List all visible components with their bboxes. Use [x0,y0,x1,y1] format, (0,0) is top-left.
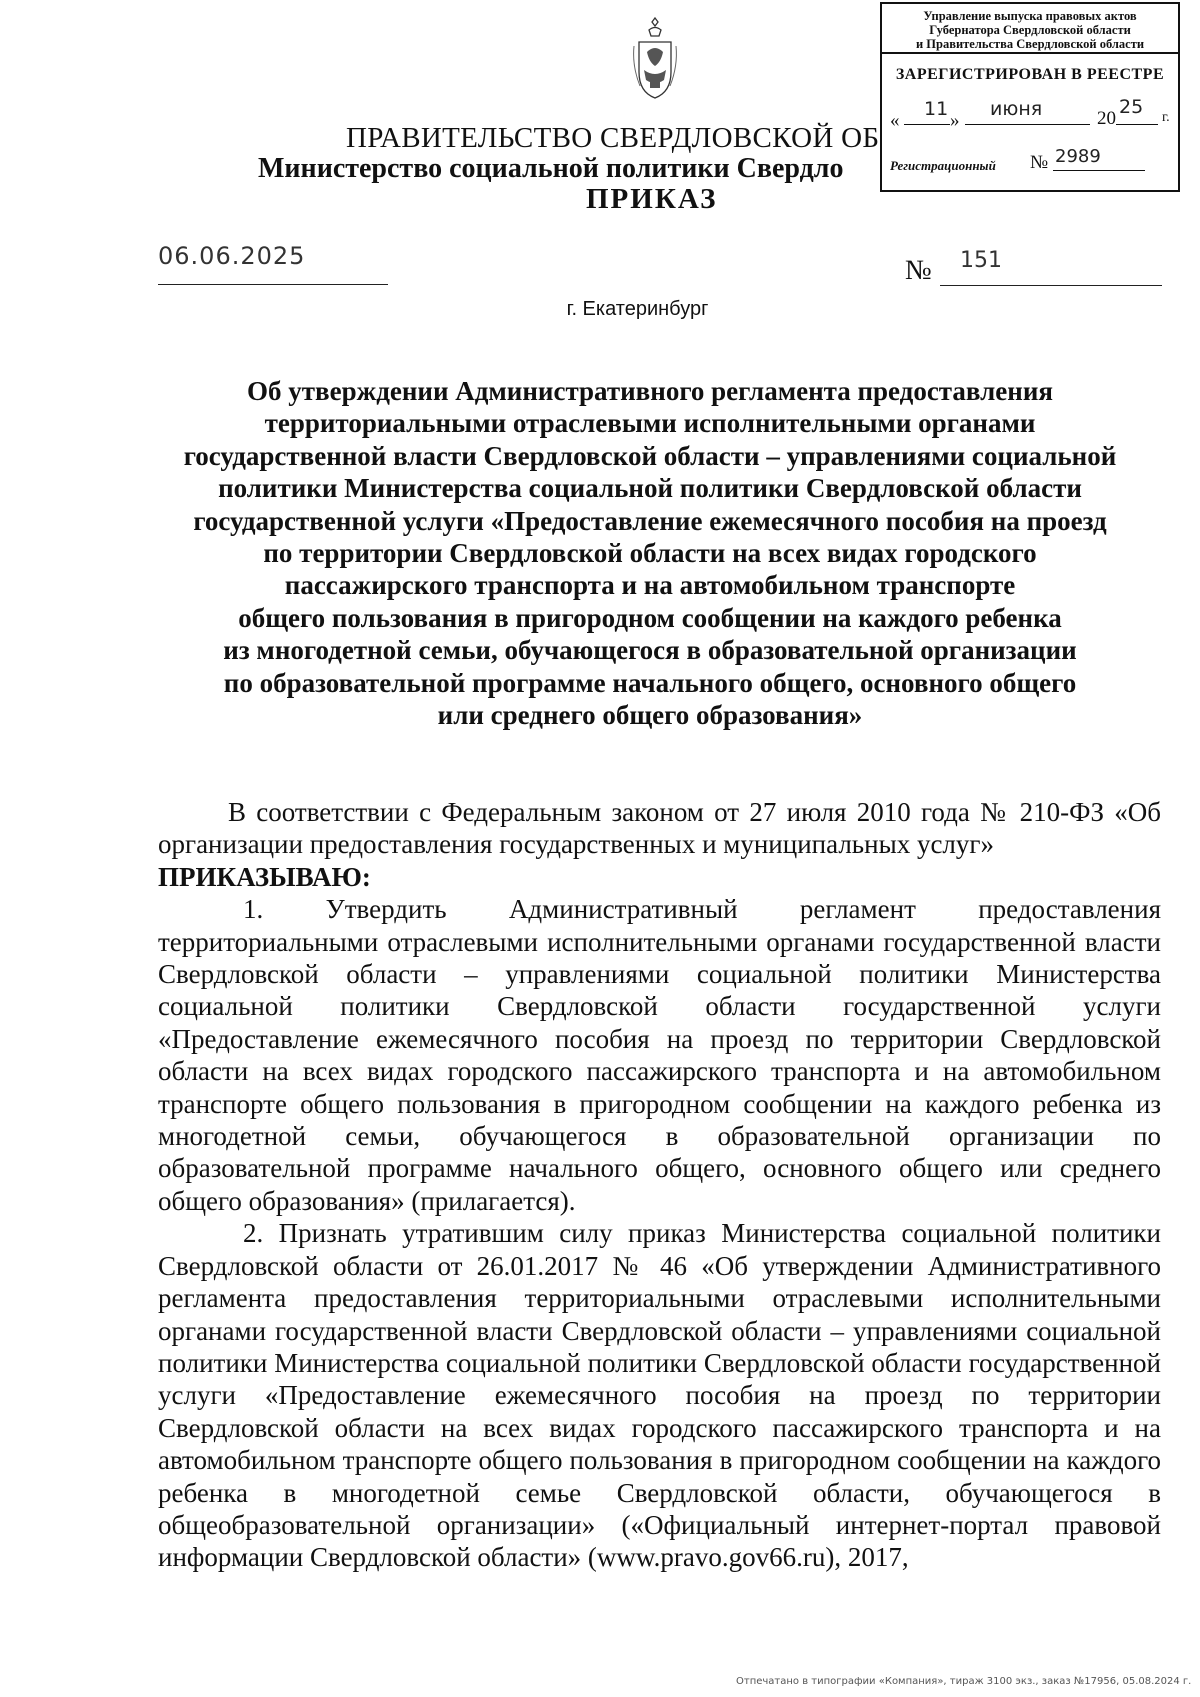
stamp-year-unit: г. [1162,110,1170,125]
title-line: по территории Свердловской области на всех видах городского [263,538,1037,569]
city: г. Екатеринбург [566,298,709,320]
title-line: по образовательной программе начального общего, основного общего [223,667,1077,698]
document-title [150,375,1150,731]
stamp-month: июня [990,98,1043,120]
order-date: 06.06.2025 [158,242,306,270]
title-line: государственной власти Свердловской области – управлениями социальной [183,440,1117,471]
order-date-underline [158,284,388,285]
stamp-org-line: и Правительства Свердловской области [915,37,1145,51]
prikazyvayu-heading: ПРИКАЗЫВАЮ: [158,861,371,892]
stamp-organization [882,4,1178,54]
stamp-year-prefix: 20 [1097,108,1116,129]
order-number-underline [940,285,1162,286]
stamp-reg-number: 2989 [1055,146,1101,167]
order-number-sign: № [905,255,932,286]
government-name: ПРАВИТЕЛЬСТВО СВЕРДЛОВСКОЙ ОБ [346,122,880,154]
stamp-org-line: Губернатора Свердловской области [929,23,1131,37]
stamp-number-row [890,146,1175,186]
stamp-open-quote: « [890,110,900,131]
title-line: политики Министерства социальной политики Свердловской области [218,473,1082,504]
stamp-close-quote: » [950,110,960,131]
stamp-day: 11 [924,98,949,120]
item-1-paragraph: 1. Утвердить Административный регламент предоставления территориальными отраслевыми исполнительными органами государственной власти Свердловской области – управлениями социальной политики Министерства социальной политики Свердловской области государственной услуги «Предоставление ежемесячного пособия на проезд по территории Свердловской области на всех видах городского пассажирского транспорта и на автомобильном транспорте общего пользования в пригородном сообщении на каждого ребенка из многодетной семьи, обучающегося в образовательной организации по образовательной программе начального общего, основного общего или среднего общего образования» (прилагается). [158,894,1161,1216]
title-line: пассажирского транспорта и на автомобильном транспорте [284,570,1016,601]
registration-stamp [880,2,1180,192]
title-line: из многодетной семьи, обучающегося в образовательной организации [223,635,1077,666]
item-2-paragraph: 2. Признать утратившим силу приказ Министерства социальной политики Свердловской области от 26.01.2017 № 46 «Об утверждении Административного регламента предоставления территориальными отраслевыми исполнительными органами государственной власти Свердловской области – управлениями социальной политики Министерства социальной политики Свердловской области государственной услуги «Предоставление ежемесячного пособия на проезд по территории Свердловской области на всех видах городского пассажирского транспорта и на автомобильном транспорте общего пользования в пригородном сообщении на каждого ребенка в многодетной семье Свердловской области, обучающегося в общеобразовательной организации» («Официальный интернет-портал правовой информации Свердловской области» (www.pravo.gov66.ru), 2017, [158,1218,1161,1573]
document-body [158,796,1161,1574]
stamp-registered-title: ЗАРЕГИСТРИРОВАН В РЕЕСТРЕ [895,66,1165,83]
print-footer: Отпечатано в типографии «Компания», тираж 3100 экз., заказ №17956, 05.08.2024 г. [736,1676,1192,1687]
coat-of-arms-icon [630,12,680,112]
intro-paragraph: В соответствии с Федеральным законом от 27 июля 2010 года № 210-ФЗ «Об организации предоставления государственных и муниципальных услуг» [158,797,1161,860]
ministry-name: Министерство социальной политики Свердло [258,153,844,184]
title-line: общего пользования в пригородном сообщении на каждого ребенка [238,602,1062,633]
stamp-date-row [890,96,1175,134]
stamp-reg-label: Регистрационный [890,158,996,173]
stamp-org-line: Управление выпуска правовых актов [923,9,1137,23]
order-number: 151 [960,248,1002,273]
stamp-year-suffix: 25 [1119,96,1144,118]
title-line: Об утверждении Административного регламента предоставления [247,376,1053,406]
title-line: или среднего общего образования» [437,700,863,731]
document-type: ПРИКАЗ [586,183,718,215]
title-line: территориальными отраслевыми исполнительными органами [264,408,1036,439]
title-line: государственной услуги «Предоставление ежемесячного пособия на проезд [193,505,1107,536]
stamp-num-sign: № [1030,152,1049,173]
